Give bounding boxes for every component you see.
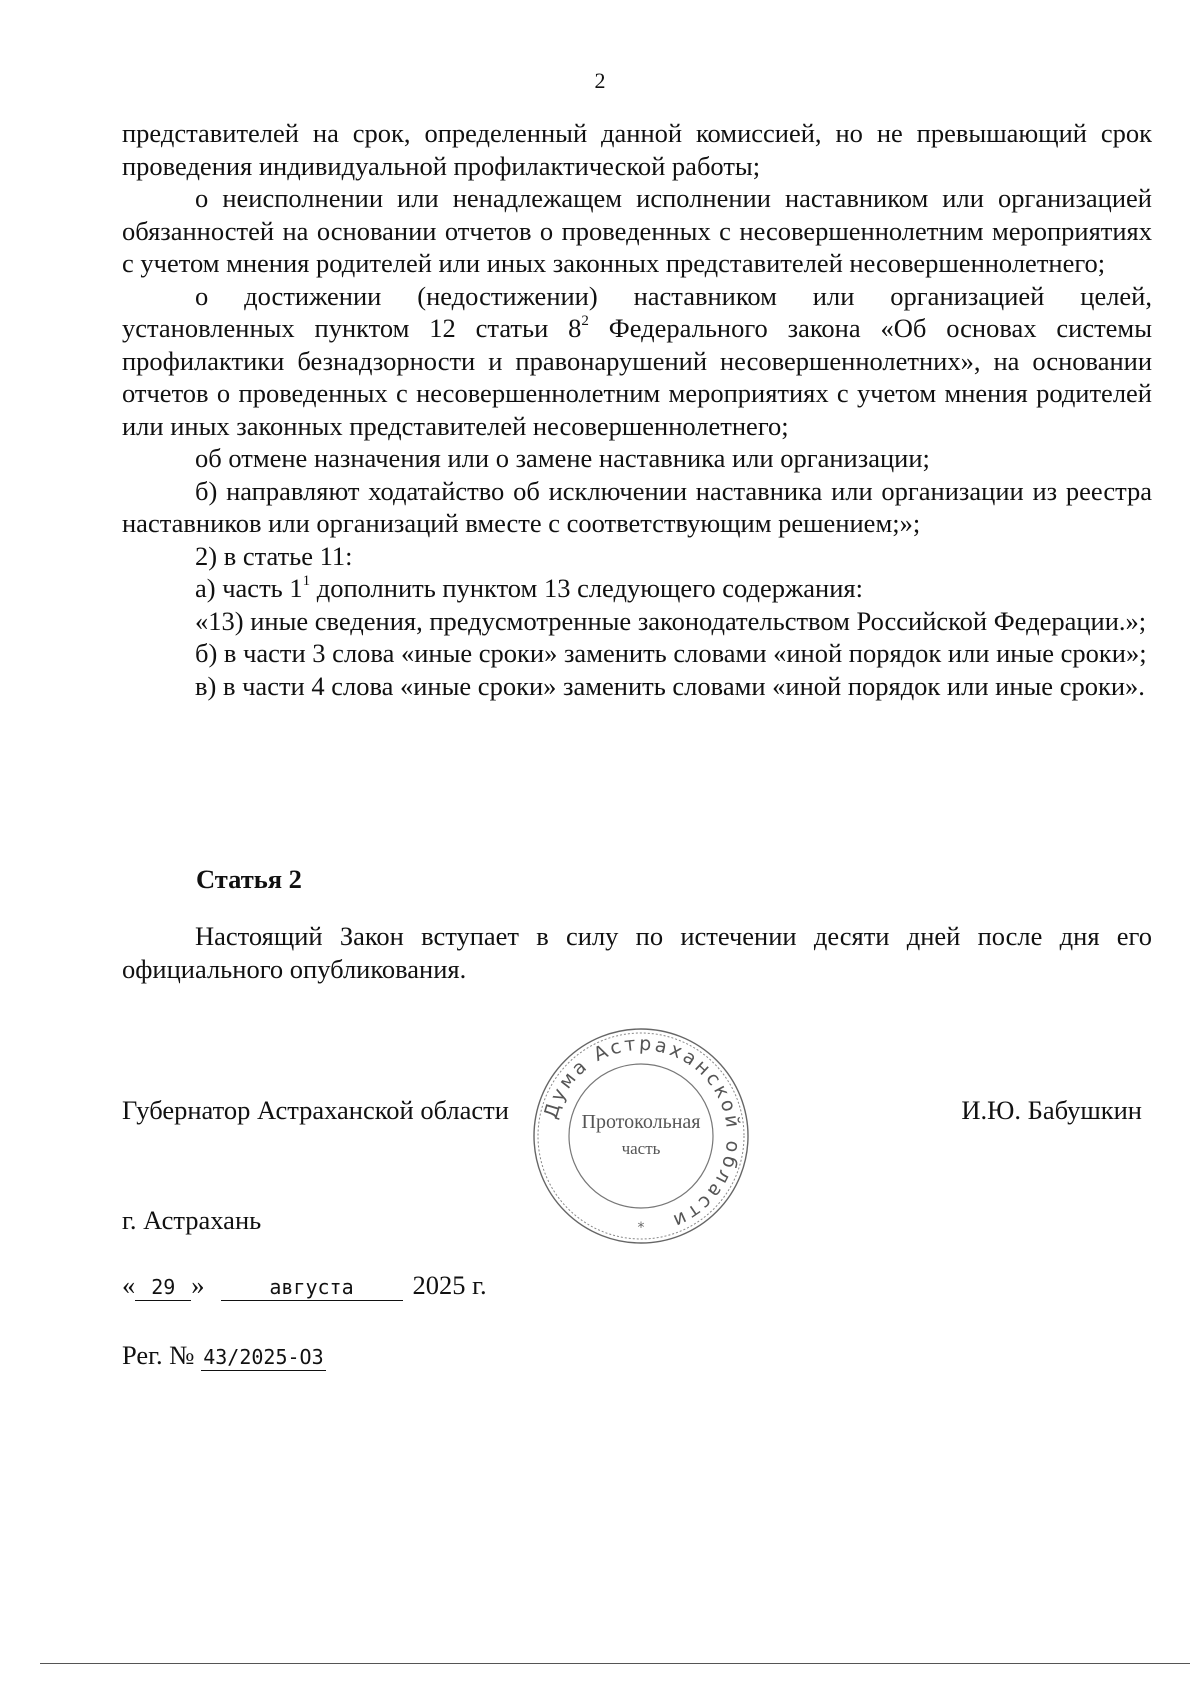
paragraph <box>122 572 1152 605</box>
paragraph <box>122 280 1152 443</box>
signing-date <box>122 1270 487 1301</box>
paragraph: Настоящий Закон вступает в силу по истечении десяти дней после дня его официального опубликования. <box>122 921 1152 984</box>
date-year: 2025 г. <box>412 1270 487 1300</box>
law-amendment-text <box>122 117 1152 702</box>
bottom-divider <box>40 1663 1190 1664</box>
signatory-name: И.Ю. Бабушкин <box>961 1095 1142 1125</box>
stamp-center-line1: Протокольная <box>581 1111 701 1133</box>
registration-number <box>122 1340 326 1371</box>
article-heading: Статья 2 <box>196 864 302 894</box>
paragraph: в) в части 4 слова «иные сроки» заменить словами «иной порядок или иные сроки». <box>195 670 1145 701</box>
date-month: августа <box>221 1274 403 1301</box>
paragraph: «13) иные сведения, предусмотренные законодательством Российской Федерации.»; <box>195 605 1147 636</box>
paragraph: б) в части 3 слова «иные сроки» заменить словами «иной порядок или иные сроки»; <box>195 638 1147 668</box>
stamp-center-line2: часть <box>621 1139 661 1158</box>
stamp-inner-ring <box>569 1064 713 1208</box>
paragraph: об отмене назначения или о замене наставника или организации; <box>195 443 930 473</box>
paragraph-text: о достижении (недостижении) наставником или организацией целей, установленных пунктом 12 статьи 8 <box>122 280 1152 343</box>
place-of-signing: г. Астрахань <box>122 1205 262 1235</box>
paragraph: о неисполнении или ненадлежащем исполнении наставником или организацией обязанностей на основании отчетов о проведенных с несовершеннолетним мероприятиях с учетом мнения родителей или иных законных представителей несовершеннолетнего; <box>122 183 1152 278</box>
paragraph: 2) в статье 11: <box>195 540 353 571</box>
registration-value: 43/2025-ОЗ <box>203 1345 324 1369</box>
superscript: 2 <box>581 313 589 329</box>
paragraph-text: а) часть 1 <box>195 573 303 603</box>
date-close-quote: » <box>191 1270 205 1300</box>
stamp-star-icon: * <box>637 1220 645 1236</box>
date-open-quote: « <box>122 1270 136 1300</box>
official-stamp <box>528 1023 754 1249</box>
paragraph-text: Федерального закона «Об основах системы профилактики безнадзорности и правонарушений несовершеннолетних», на основании отчетов о проведенных с несовершеннолетним мероприятиях с учетом мнения родителей или иных законных представителей несовершеннолетнего; <box>122 313 1153 441</box>
registration-label: Рег. № <box>122 1340 195 1370</box>
stamp-outer-ring <box>534 1029 748 1243</box>
signatory-title: Губернатор Астраханской области <box>122 1095 509 1125</box>
page-number: 2 <box>594 68 606 93</box>
paragraph: представителей на срок, определенный данной комиссией, но не превышающий срок проведения индивидуальной профилактической работы; <box>122 118 1152 181</box>
paragraph: б) направляют ходатайство об исключении наставника или организации из реестра наставников или организаций вместе с соответствующим решением;»; <box>122 475 1152 538</box>
superscript: 1 <box>302 573 311 589</box>
article-text <box>122 920 1152 985</box>
date-day: 29 <box>135 1274 191 1301</box>
stamp-ring-text: Дума Астраханской области <box>539 1032 745 1234</box>
paragraph-text: дополнить пунктом 13 следующего содержания: <box>310 573 863 603</box>
